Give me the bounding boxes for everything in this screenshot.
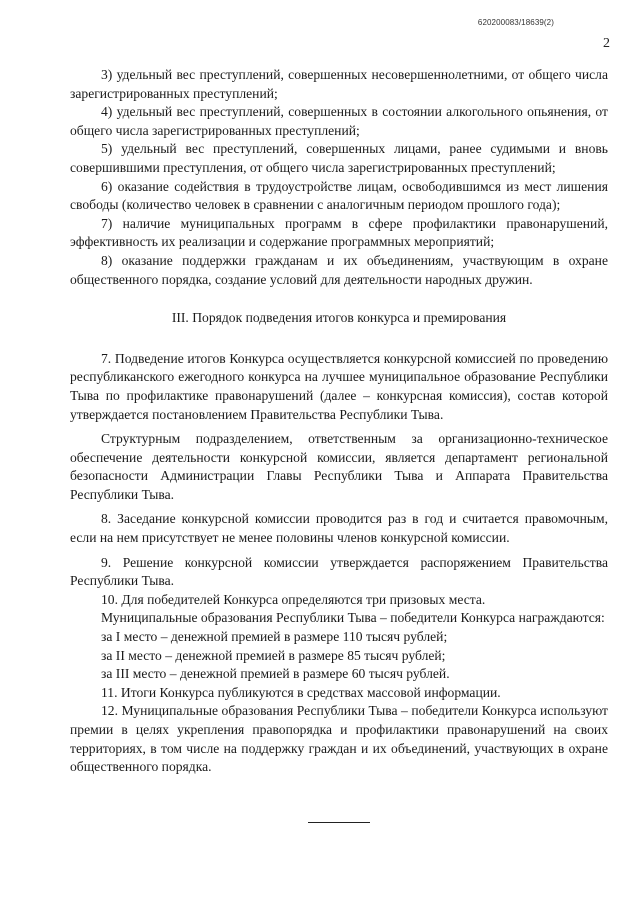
list-item-8: 8) оказание поддержки гражданам и их объединениям, участвующим в охране общественного порядка, создание условий для деятельности народных дружин. — [70, 252, 608, 287]
list-item-5: 5) удельный вес преступлений, совершенных лицами, ранее судимыми и вновь совершившими преступления, от общего числа зарегистрированных преступлений; — [70, 141, 608, 175]
page-number: 2 — [603, 36, 610, 51]
paragraph-9: 9. Решение конкурсной комиссии утверждается распоряжением Правительства Республики Тыва. — [70, 554, 608, 589]
paragraph-11: 11. Итоги Конкурса публикуются в средствах массовой информации. — [101, 684, 501, 700]
end-of-document-line — [308, 822, 370, 823]
paragraph-7-structural-unit: Структурным подразделением, ответственным за организационно-техническое обеспечение деятельности конкурсной комиссии, является департамент региональной безопасности Администрации Главы Республики Тыва и Аппарата Правительства Республики Тыва. — [70, 431, 608, 502]
list-item-7: 7) наличие муниципальных программ в сфере профилактики правонарушений, эффективность их реализации и содержание программных мероприятий; — [70, 215, 608, 250]
paragraph-10: 10. Для победителей Конкурса определяются три призовых места. — [101, 591, 486, 607]
paragraph-7: 7. Подведение итогов Конкурса осуществляется конкурсной комиссией по проведению республиканского ежегодного конкурса на лучшее муниципальное образование Республики Тыва по профилактике правонарушений (далее – конкурсная комиссия), состав которой утверждается постановлением Правительства Республики Тыва. — [70, 350, 608, 422]
list-item-6: 6) оказание содействия в трудоустройстве лицам, освободившимся из мест лишения свободы (количество человек в сравнении с аналогичным периодом прошлого года); — [70, 178, 608, 213]
paragraph-10-awards: Муниципальные образования Республики Тыва – победители Конкурса награждаются: — [101, 610, 605, 626]
document-code: 620200083/18639(2) — [477, 18, 554, 27]
prize-third-place: за III место – денежной премией в размере 60 тысяч рублей. — [101, 666, 450, 682]
list-item-4: 4) удельный вес преступлений, совершенных в состоянии алкогольного опьянения, от общего числа зарегистрированных преступлений; — [70, 104, 608, 138]
section-heading: III. Порядок подведения итогов конкурса и премирования — [171, 310, 507, 326]
prize-second-place: за II место – денежной премией в размере 85 тысяч рублей; — [101, 647, 446, 663]
document-body — [70, 66, 608, 777]
paragraph-8: 8. Заседание конкурсной комиссии проводится раз в год и считается правомочным, если на нем присутствует не менее половины членов конкурсной комиссии. — [70, 511, 608, 546]
list-item-3: 3) удельный вес преступлений, совершенных несовершеннолетними, от общего числа зарегистрированных преступлений; — [70, 67, 608, 101]
prize-first-place: за I место – денежной премией в размере 110 тысяч рублей; — [101, 629, 448, 645]
paragraph-12: 12. Муниципальные образования Республики Тыва – победители Конкурса используют премии в целях укрепления правопорядка и профилактики правонарушений на своих территориях, в том числе на поддержку граждан и их объединений, участвующих в охране общественного порядка. — [70, 703, 608, 775]
